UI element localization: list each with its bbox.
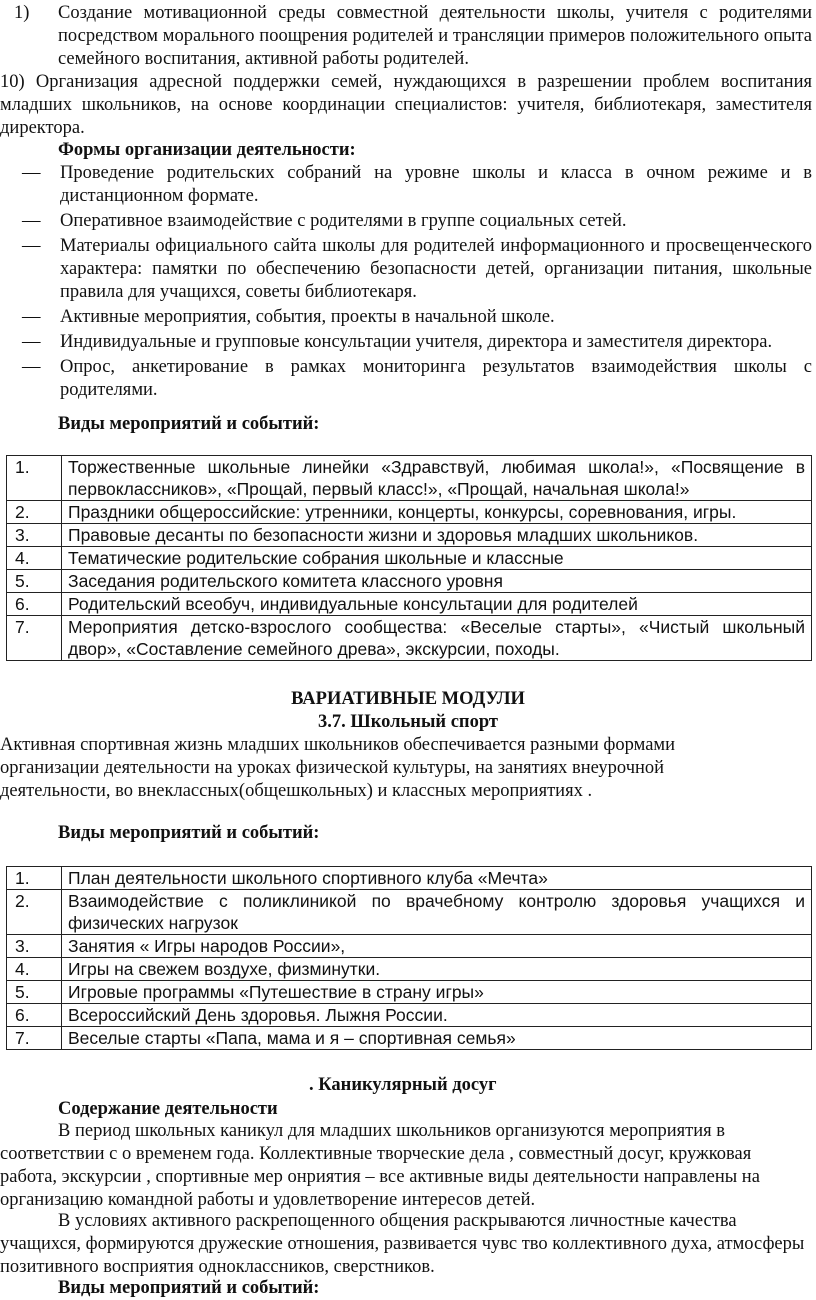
forms-list-item: — Опрос, анкетирование в рамках мониторинга результатов взаимодействия школы с родителями. — [22, 357, 812, 400]
table-row: 2. Праздники общероссийские: утренники, концерты, конкурсы, соревнования, игры. — [7, 501, 812, 524]
events-heading: Виды мероприятий и событий: — [58, 1278, 320, 1298]
table-row: 3. Правовые десанты по безопасности жизни и здоровья младших школьников. — [7, 524, 812, 547]
events-heading: Виды мероприятий и событий: — [58, 823, 320, 843]
list-item-10: 10) Организация адресной поддержки семей, нуждающихся в разрешении проблем воспитания младших школьников, на основе координации специалистов: учителя, библиотекаря, заместителя директора. — [0, 72, 812, 138]
table-row: 5. Заседания родительского комитета классного уровня — [7, 570, 812, 593]
forms-heading: Формы организации деятельности: — [58, 140, 356, 160]
modules-intro: Активная спортивная жизнь младших школьников обеспечивается разными формами организации деятельности на уроках физической культуры, на занятиях внеурочной деятельности, во внеклассных(общешкольных) и классных мероприятиях . — [0, 735, 676, 801]
dash-marker: — — [22, 211, 41, 231]
sport-events-table — [6, 866, 812, 1050]
dash-marker: — — [22, 307, 41, 327]
dash-marker: — — [22, 163, 41, 183]
content-heading: Содержание деятельности — [58, 1099, 278, 1119]
section-subtitle: 3.7. Школьный спорт — [318, 712, 498, 732]
events-table — [6, 455, 812, 661]
table-row: 6. Родительский всеобуч, индивидуальные консультации для родителей — [7, 593, 812, 616]
leisure-paragraph: В период школьных каникул для младших школьников организуются мероприятия в соответствии с о временем года. Коллективные творческие дела , совместный досуг, кружковая работа, экскурсии , спортивные мер онриятия – все активные виды деятельности направлены на организацию командной работы и удовлетворение интересов детей. — [0, 1121, 760, 1210]
table-row: 5. Игровые программы «Путешествие в страну игры» — [7, 981, 812, 1004]
list-item-text: Создание мотивационной среды совместной деятельности школы, учителя с родителями посредством морального поощрения родителей и трансляции примеров положительного опыта семейного воспитания, активной работы родителей. — [58, 3, 812, 69]
leisure-title: . Каникулярный досуг — [309, 1075, 497, 1095]
list-item-number: 1) — [14, 3, 30, 23]
section-title: ВАРИАТИВНЫЕ МОДУЛИ — [291, 689, 525, 709]
forms-list-item: — Индивидуальные и групповые консультации учителя, директора и заместителя директора. — [22, 332, 773, 352]
events-heading: Виды мероприятий и событий: — [58, 414, 320, 434]
table-row: 7. Мероприятия детско-взрослого сообщества: «Веселые старты», «Чистый школьный двор», «Составление семейного древа», экскурсии, походы. — [7, 616, 812, 661]
table-row: 4. Тематические родительские собрания школьные и классные — [7, 547, 812, 570]
forms-list-item: — Активные мероприятия, события, проекты в начальной школе. — [22, 307, 555, 327]
table-row: 2. Взаимодействие с поликлиникой по врачебному контролю здоровья учащихся и физических нагрузок — [7, 890, 812, 935]
table-row: 6. Всероссийский День здоровья. Лыжня России. — [7, 1004, 812, 1027]
table-row: 4. Игры на свежем воздухе, физминутки. — [7, 958, 812, 981]
dash-marker: — — [22, 332, 41, 352]
forms-list — [0, 162, 812, 404]
leisure-paragraph: В условиях активного раскрепощенного общения раскрываются личностные качества учащихся, формируются дружеские отношения, развивается чувс тво коллективного духа, атмосферы позитивного восприятия одноклассников, сверстников. — [0, 1211, 805, 1277]
forms-list-item: — Проведение родительских собраний на уровне школы и класса в очном режиме и в дистанционном формате. — [22, 163, 812, 206]
table-row: 7. Веселые старты «Папа, мама и я – спортивная семья» — [7, 1027, 812, 1050]
dash-marker: — — [22, 236, 41, 256]
forms-list-item: — Материалы официального сайта школы для родителей информационного и просвещенческого характера: памятки по обеспечению безопасности детей, организации питания, школьные правила для учащихся, советы библиотекаря. — [22, 236, 812, 302]
table-row: 1. Торжественные школьные линейки «Здравствуй, любимая школа!», «Посвящение в первоклассников», «Прощай, первый класс!», «Прощай, начальная школа!» — [7, 456, 812, 501]
table-row: 3. Занятия « Игры народов России», — [7, 935, 812, 958]
forms-list-item: — Оперативное взаимодействие с родителями в группе социальных сетей. — [22, 211, 627, 231]
list-item — [14, 2, 812, 72]
table-row: 1. План деятельности школьного спортивного клуба «Мечта» — [7, 867, 812, 890]
dash-marker: — — [22, 357, 41, 377]
